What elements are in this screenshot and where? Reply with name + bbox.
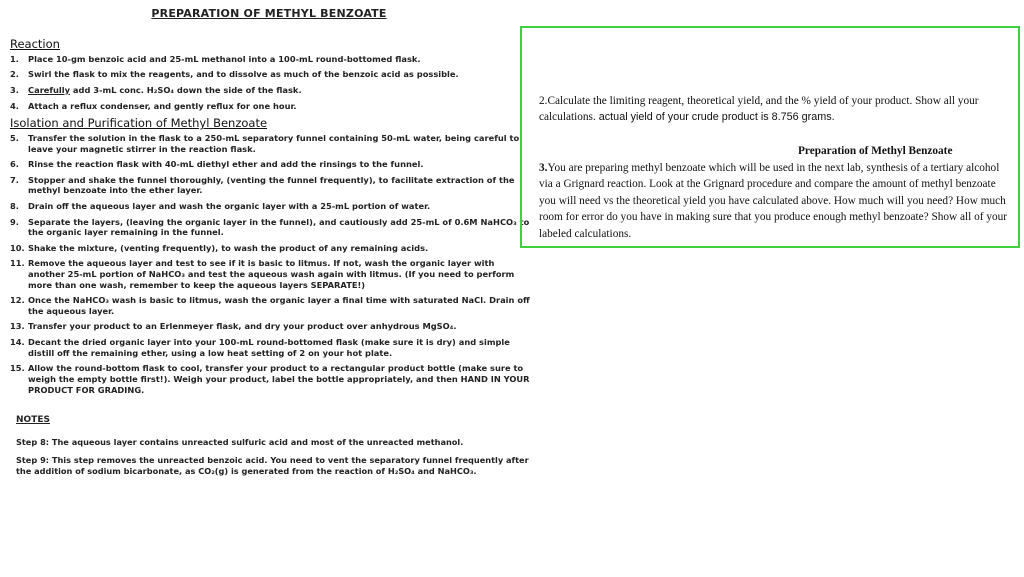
isolation-step <box>8 295 530 316</box>
reaction-step <box>8 85 530 96</box>
step-text: Once the NaHCO₃ wash is basic to litmus, wash the organic layer a final time with saturated NaCl. Drain off the aqueous layer. <box>28 295 530 316</box>
step-number: 5. <box>10 132 19 143</box>
note-item <box>16 437 530 448</box>
isolation-step <box>8 337 530 358</box>
step-text: Stopper and shake the funnel thoroughly, (venting the funnel frequently), to facilitate extraction of the methyl benzoate into the ether layer. <box>28 174 515 196</box>
isolation-step <box>8 159 530 170</box>
isolation-step <box>8 175 530 196</box>
reaction-heading: Reaction <box>10 37 60 52</box>
reaction-step <box>8 101 530 112</box>
step-text: Remove the aqueous layer and test to see if it is basic to litmus. If not, wash the organic layer with another 25-mL portion of NaHCO₃ and test the aqueous wash again with litmus. (If you need to perform more than one wash, remember to keep the aqueous layers SEPARATE!) <box>28 258 515 290</box>
question-3-heading: Preparation of Methyl Benzoate <box>798 145 953 157</box>
step-text: Drain off the aqueous layer and wash the organic layer with a 25-mL portion of water. <box>28 201 431 211</box>
step-text: Allow the round-bottom flask to cool, transfer your product to a rectangular product bottle (make sure to weigh the empty bottle first!). Weigh your product, label the bottle appropriately, and then HAND IN YOUR PRODUCT FOR GRADING. <box>28 363 530 395</box>
step-number: 1. <box>10 53 19 64</box>
note-label: Step 8: <box>16 436 50 447</box>
step-number: 6. <box>10 159 19 170</box>
step-number: 14. <box>10 337 25 348</box>
step-number: 12. <box>10 295 25 306</box>
question-3-number: 3. <box>539 162 548 174</box>
step-text: Swirl the flask to mix the reagents, and to dissolve as much of the benzoic acid as possible. <box>28 69 459 80</box>
isolation-step <box>8 217 530 238</box>
step-number: 11. <box>10 258 25 269</box>
step-emphasis: Carefully <box>28 85 71 96</box>
isolation-heading: Isolation and Purification of Methyl Benzoate <box>10 116 268 131</box>
step-text <box>28 85 530 96</box>
notes-heading: NOTES <box>16 415 50 426</box>
step-number: 2. <box>10 69 19 80</box>
step-number: 10. <box>10 242 25 253</box>
note-text: The aqueous layer contains unreacted sulfuric acid and most of the unreacted methanol. <box>49 436 464 447</box>
isolation-step <box>8 363 530 395</box>
step-number: 9. <box>10 216 19 227</box>
question-3-text: You are preparing methyl benzoate which will be used in the next lab, synthesis of a tertiary alcohol via a Grignard reaction. Look at the Grignard procedure and compare the amount of methyl benzoate you will need vs the theoretical yield you have calculated above. How much will you need? How much room for error do you have in making sure that you produce enough methyl benzoate? Show all of your labeled calculations. <box>539 162 1008 240</box>
step-number: 13. <box>10 321 25 332</box>
reaction-step <box>8 69 530 80</box>
step-text: Transfer the solution in the flask to a 250-mL separatory funnel containing 50-mL water, being careful to leave your magnetic stirrer in the reaction flask. <box>28 132 520 154</box>
isolation-steps <box>8 133 530 395</box>
step-text: Separate the layers, (leaving the organic layer in the funnel), and cautiously add 25-mL of 0.6M NaHCO₃ to the organic layer remaining in the funnel. <box>28 216 530 238</box>
isolation-step <box>8 321 530 332</box>
step-number: 8. <box>10 201 19 211</box>
document-title: PREPARATION OF METHYL BENZOATE <box>151 7 387 20</box>
step-text: Shake the mixture, (venting frequently), to wash the product of any remaining acids. <box>28 242 429 253</box>
step-text: Transfer your product to an Erlenmeyer flask, and dry your product over anhydrous MgSO₄. <box>28 321 457 332</box>
step-number: 3. <box>10 85 19 96</box>
question-2 <box>539 93 1009 126</box>
question-3 <box>539 160 1009 242</box>
reaction-step <box>8 54 530 65</box>
question-box <box>520 26 1020 248</box>
isolation-step <box>8 201 530 212</box>
actual-yield-text: actual yield of your crude product is 8.756 grams. <box>595 111 835 124</box>
question-2-text: 2.Calculate the limiting reagent, theoretical yield, and the % yield of your product. Show all your calculations. <box>539 95 979 124</box>
step-text-rest: add 3-mL conc. H₂SO₄ down the side of the flask. <box>70 85 302 96</box>
step-number: 4. <box>10 100 19 111</box>
step-text: Decant the dried organic layer into your 100-mL round-bottomed flask (make sure it is dry) and simple distill off the remaining ether, using a low heat setting of 2 on your hot plate. <box>28 337 510 358</box>
procedure-document <box>8 4 530 576</box>
isolation-step <box>8 243 530 254</box>
isolation-step <box>8 133 530 154</box>
note-label: Step 9: <box>16 455 50 466</box>
step-text: Rinse the reaction flask with 40-mL diethyl ether and add the rinsings to the funnel. <box>28 159 424 170</box>
step-text: Place 10-gm benzoic acid and 25-mL methanol into a 100-mL round-bottomed flask. <box>28 53 421 64</box>
isolation-step <box>8 258 530 290</box>
step-number: 15. <box>10 363 25 374</box>
note-text: This step removes the unreacted benzoic acid. You need to vent the separatory funnel frequently after the addition of sodium bicarbonate, as CO₂(g) is generated from the reaction of H₂SO₄ and NaHCO₃. <box>16 455 529 476</box>
step-number: 7. <box>10 174 19 185</box>
note-item <box>16 455 530 476</box>
step-text: Attach a reflux condenser, and gently reflux for one hour. <box>28 100 297 111</box>
